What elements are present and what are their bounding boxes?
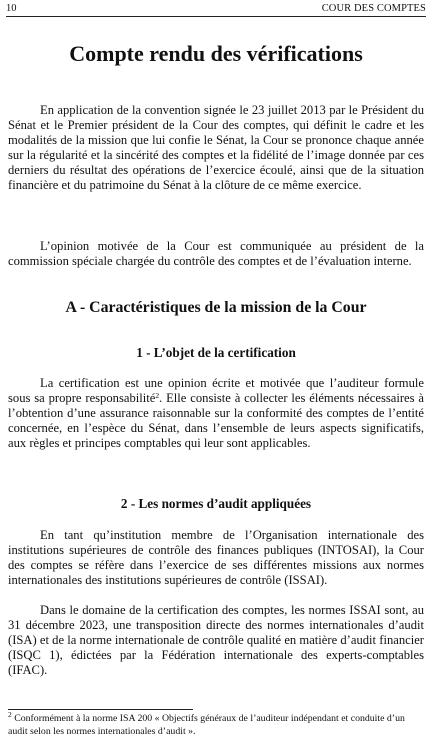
footnote-rule: [8, 709, 193, 710]
intro-paragraph-1: En application de la convention signée le 23 juillet 2013 par le Président du Sénat et le Premier président de la Cour des comptes, qui définit le cadre et les modalités de la mission que lui confie le Sénat, la Cour se prononce chaque année sur la régularité et la sincérité des comptes et la fidélité de l’image donnée par ces derniers du résultat des opérations de l’exercice écoulé, ainsi que de la situation financière et du patrimoine du Sénat à la clôture de ce même exercice.: [8, 103, 424, 192]
running-title: COUR DES COMPTES: [321, 3, 426, 14]
intro-paragraph-2: L’opinion motivée de la Cour est communiquée au président de la commission spéciale chargée du contrôle des comptes et de l’évaluation interne.: [8, 239, 424, 268]
footnote-reference[interactable]: 2: [155, 390, 160, 400]
footnote: [8, 710, 424, 738]
section-a-heading: A - Caractéristiques de la mission de la Cour: [65, 299, 367, 316]
certification-text-end: . Elle consiste à collecter les éléments nécessaires à l’obtention d’une assurance raisonnable sur la conformité des comptes de l’entité concernée, en l’espèce du Sénat, dans l’ensemble de leurs aspects significatifs, aux règles et principes comptables qui leur sont applicables.: [8, 390, 424, 450]
intosai-paragraph: En tant qu’institution membre de l’Organisation internationale des institutions supérieures de contrôle des finances publiques (INTOSAI), la Cour des comptes se réfère dans l’exercice de ses différentes missions aux normes internationales des institutions supérieures de contrôle (ISSAI).: [8, 528, 424, 587]
subsection-1-heading: 1 - L’objet de la certification: [136, 345, 296, 360]
page-title: Compte rendu des vérifications: [69, 41, 363, 66]
page-number: 10: [6, 3, 17, 14]
certification-text-start: La certification est une opinion écrite et motivée que l’auditeur formule sous sa propre responsabilité: [8, 376, 424, 405]
running-header: [6, 2, 426, 16]
subsection-2-heading: 2 - Les normes d’audit appliquées: [120, 496, 312, 511]
footnote-text: Conformément à la norme ISA 200 « Objectifs généraux de l’auditeur indépendant et conduite d’un audit selon les normes internationales d’audit ».: [8, 713, 405, 737]
header-rule: [6, 16, 426, 17]
footnote-number: 2: [8, 710, 12, 719]
certification-paragraph: [8, 376, 424, 451]
issai-paragraph: Dans le domaine de la certification des comptes, les normes ISSAI sont, au 31 décembre 2023, une transposition directe des normes internationales d’audit (ISA) et de la norme internationale de contrôle qualité en matière d’audit financier (ISQC 1), édictées par la Fédération internationale des experts-comptables (IFAC).: [8, 603, 424, 677]
